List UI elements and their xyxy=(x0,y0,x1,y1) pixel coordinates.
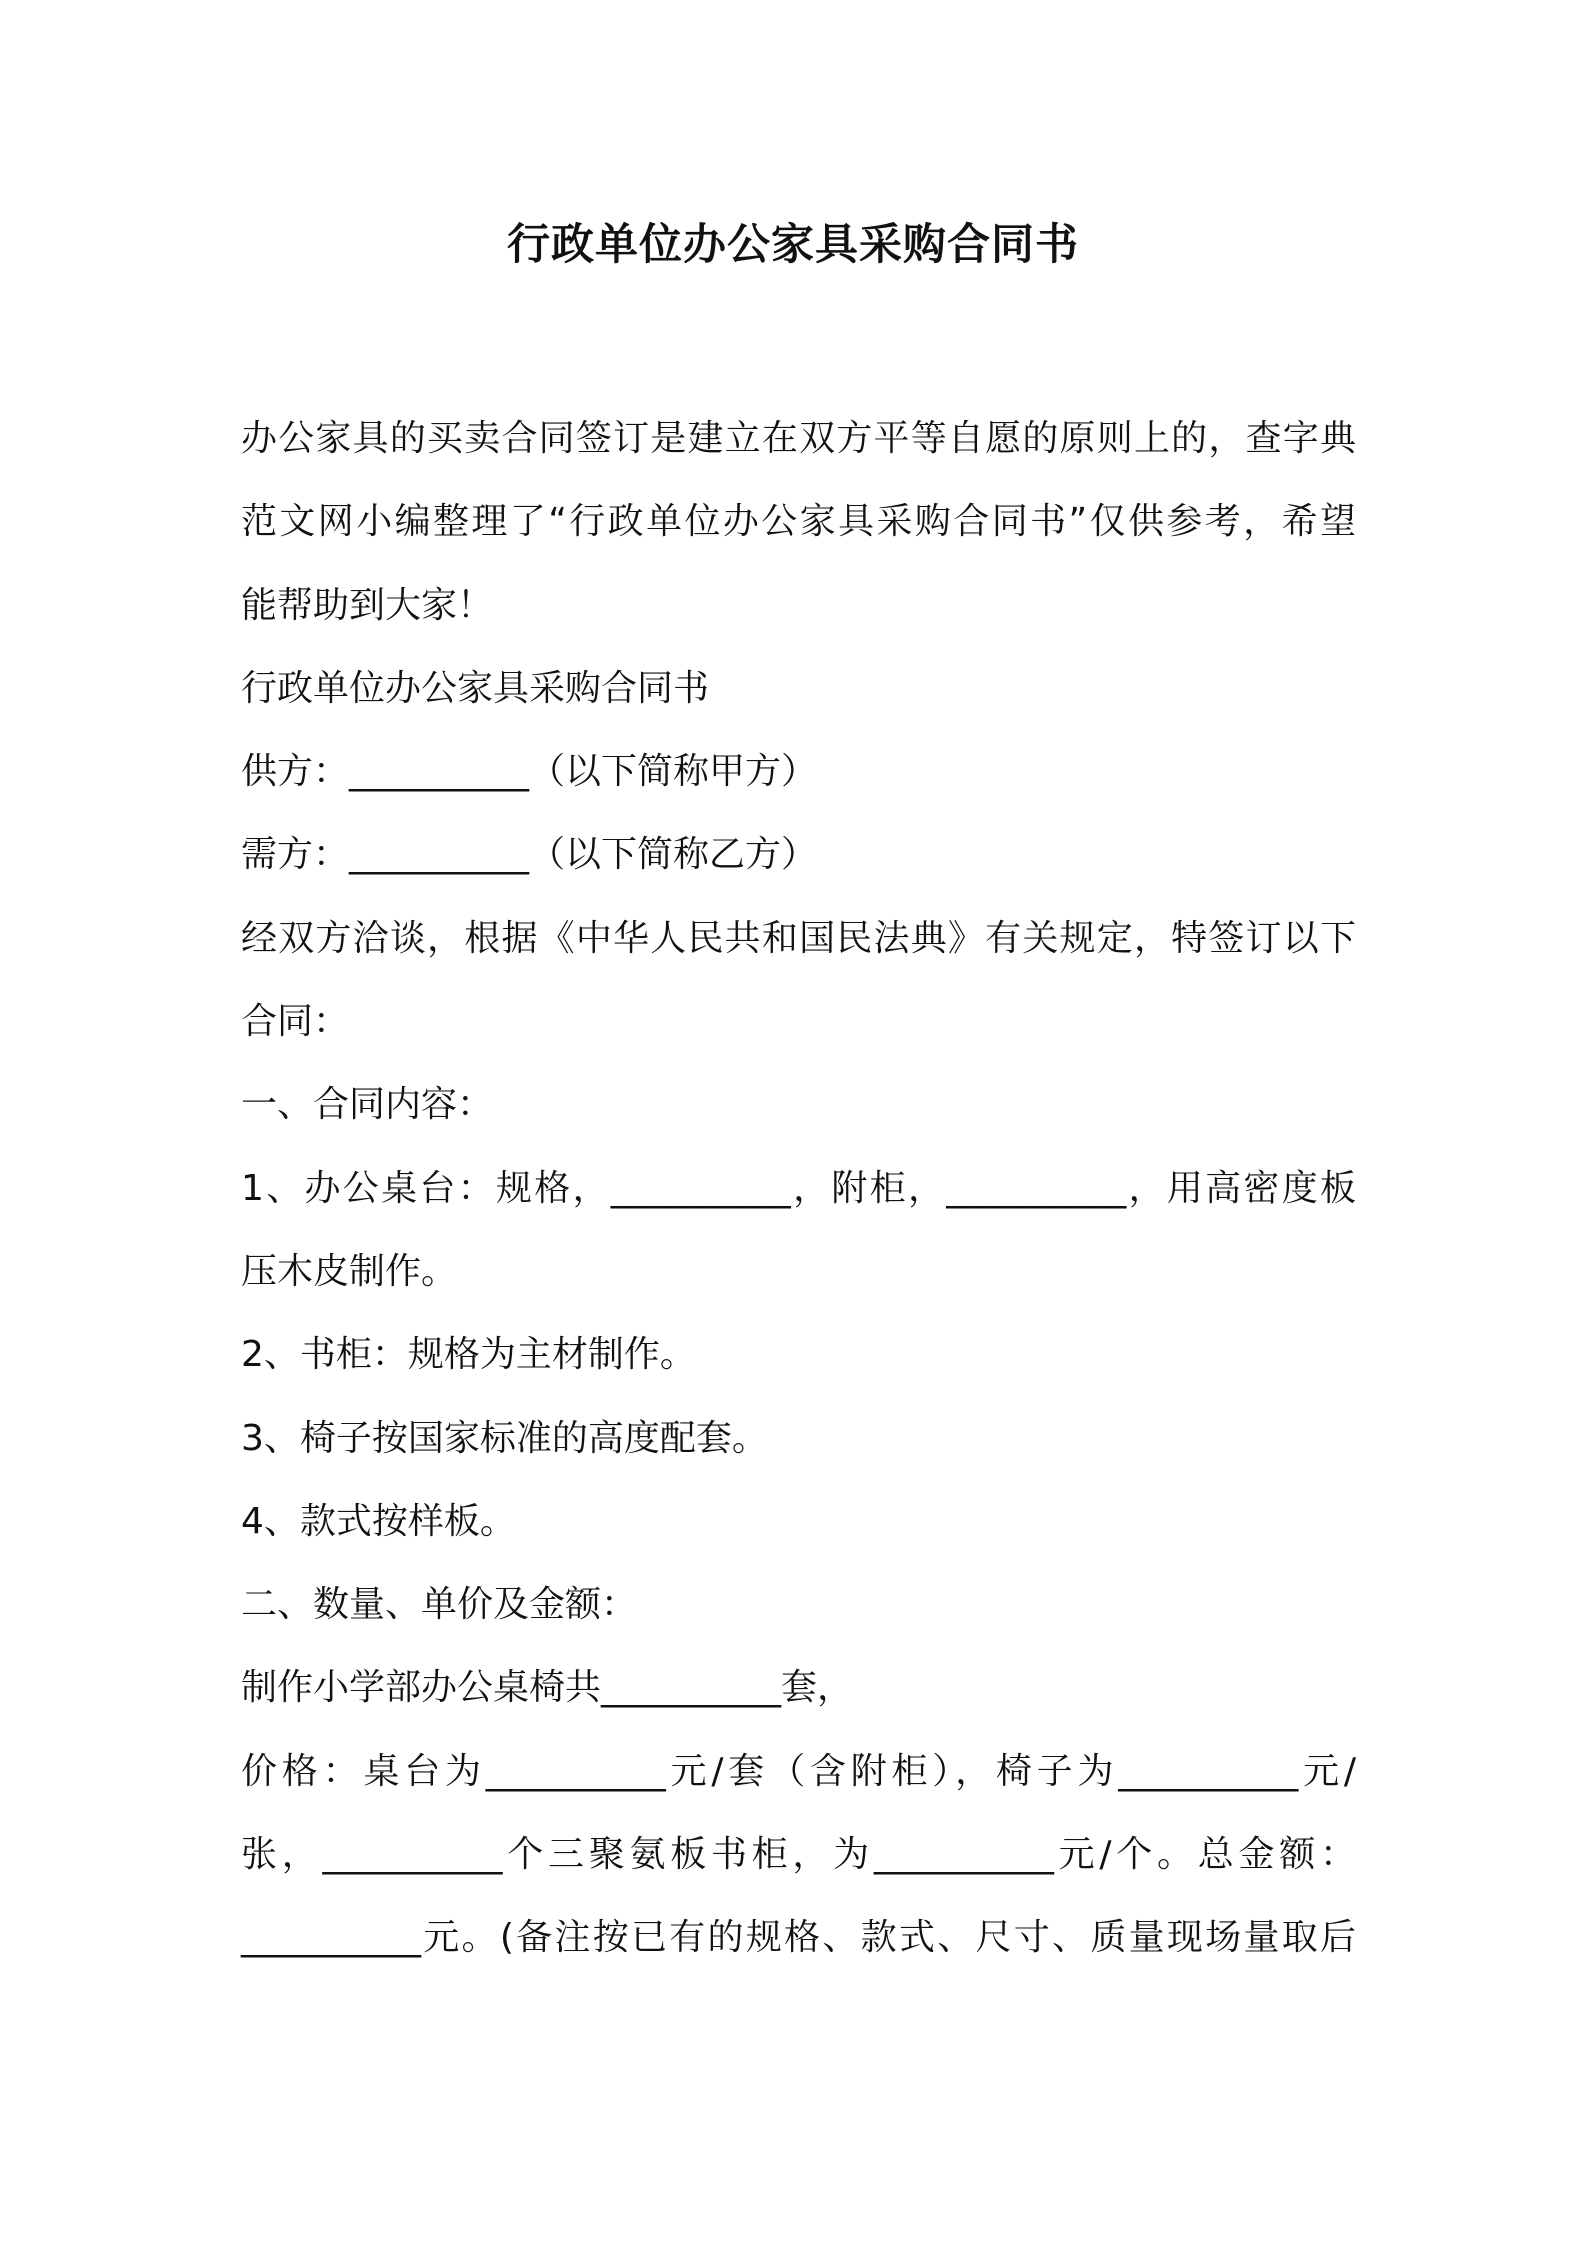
price-line-2: 张，__________个三聚氨板书柜，为__________元/个。总金额： xyxy=(241,1834,1356,1876)
document-title: 行政单位办公家具采购合同书 xyxy=(507,220,1079,270)
contract-heading: 行政单位办公家具采购合同书 xyxy=(241,667,710,709)
preamble-line-2: 合同： xyxy=(241,1001,350,1043)
preamble-line-1: 经双方洽谈，根据《中华人民共和国民法典》有关规定，特签订以下 xyxy=(241,917,1356,959)
intro-line-3: 能帮助到大家！ xyxy=(241,584,494,626)
clause-3: 3、椅子按国家标准的高度配套。 xyxy=(241,1417,768,1459)
intro-line-1: 办公家具的买卖合同签订是建立在双方平等自愿的原则上的，查字典 xyxy=(241,418,1356,459)
price-line-1: 价格：桌台为__________元/套（含附柜），椅子为__________元/ xyxy=(241,1750,1356,1792)
clause-1-line-2: 压木皮制作。 xyxy=(241,1250,458,1292)
clause-1-line-1: 1、办公桌台：规格，__________，附柜，__________，用高密度板 xyxy=(241,1167,1356,1209)
document-body xyxy=(241,397,1356,1980)
quantity-line: 制作小学部办公桌椅共__________套， xyxy=(241,1667,854,1709)
buyer-line: 需方：__________（以下简称乙方） xyxy=(241,834,818,876)
supplier-line: 供方：__________（以下简称甲方） xyxy=(241,751,818,793)
section-1-heading: 一、合同内容： xyxy=(241,1084,494,1126)
price-line-3: __________元。(备注按已有的规格、款式、尺寸、质量现场量取后 xyxy=(241,1917,1356,1959)
intro-line-2: 范文网小编整理了“行政单位办公家具采购合同书”仅供参考，希望 xyxy=(241,501,1356,543)
clause-4: 4、款式按样板。 xyxy=(241,1500,516,1542)
clause-2: 2、书柜：规格为主材制作。 xyxy=(241,1334,696,1376)
section-2-heading: 二、数量、单价及金额： xyxy=(241,1584,638,1626)
